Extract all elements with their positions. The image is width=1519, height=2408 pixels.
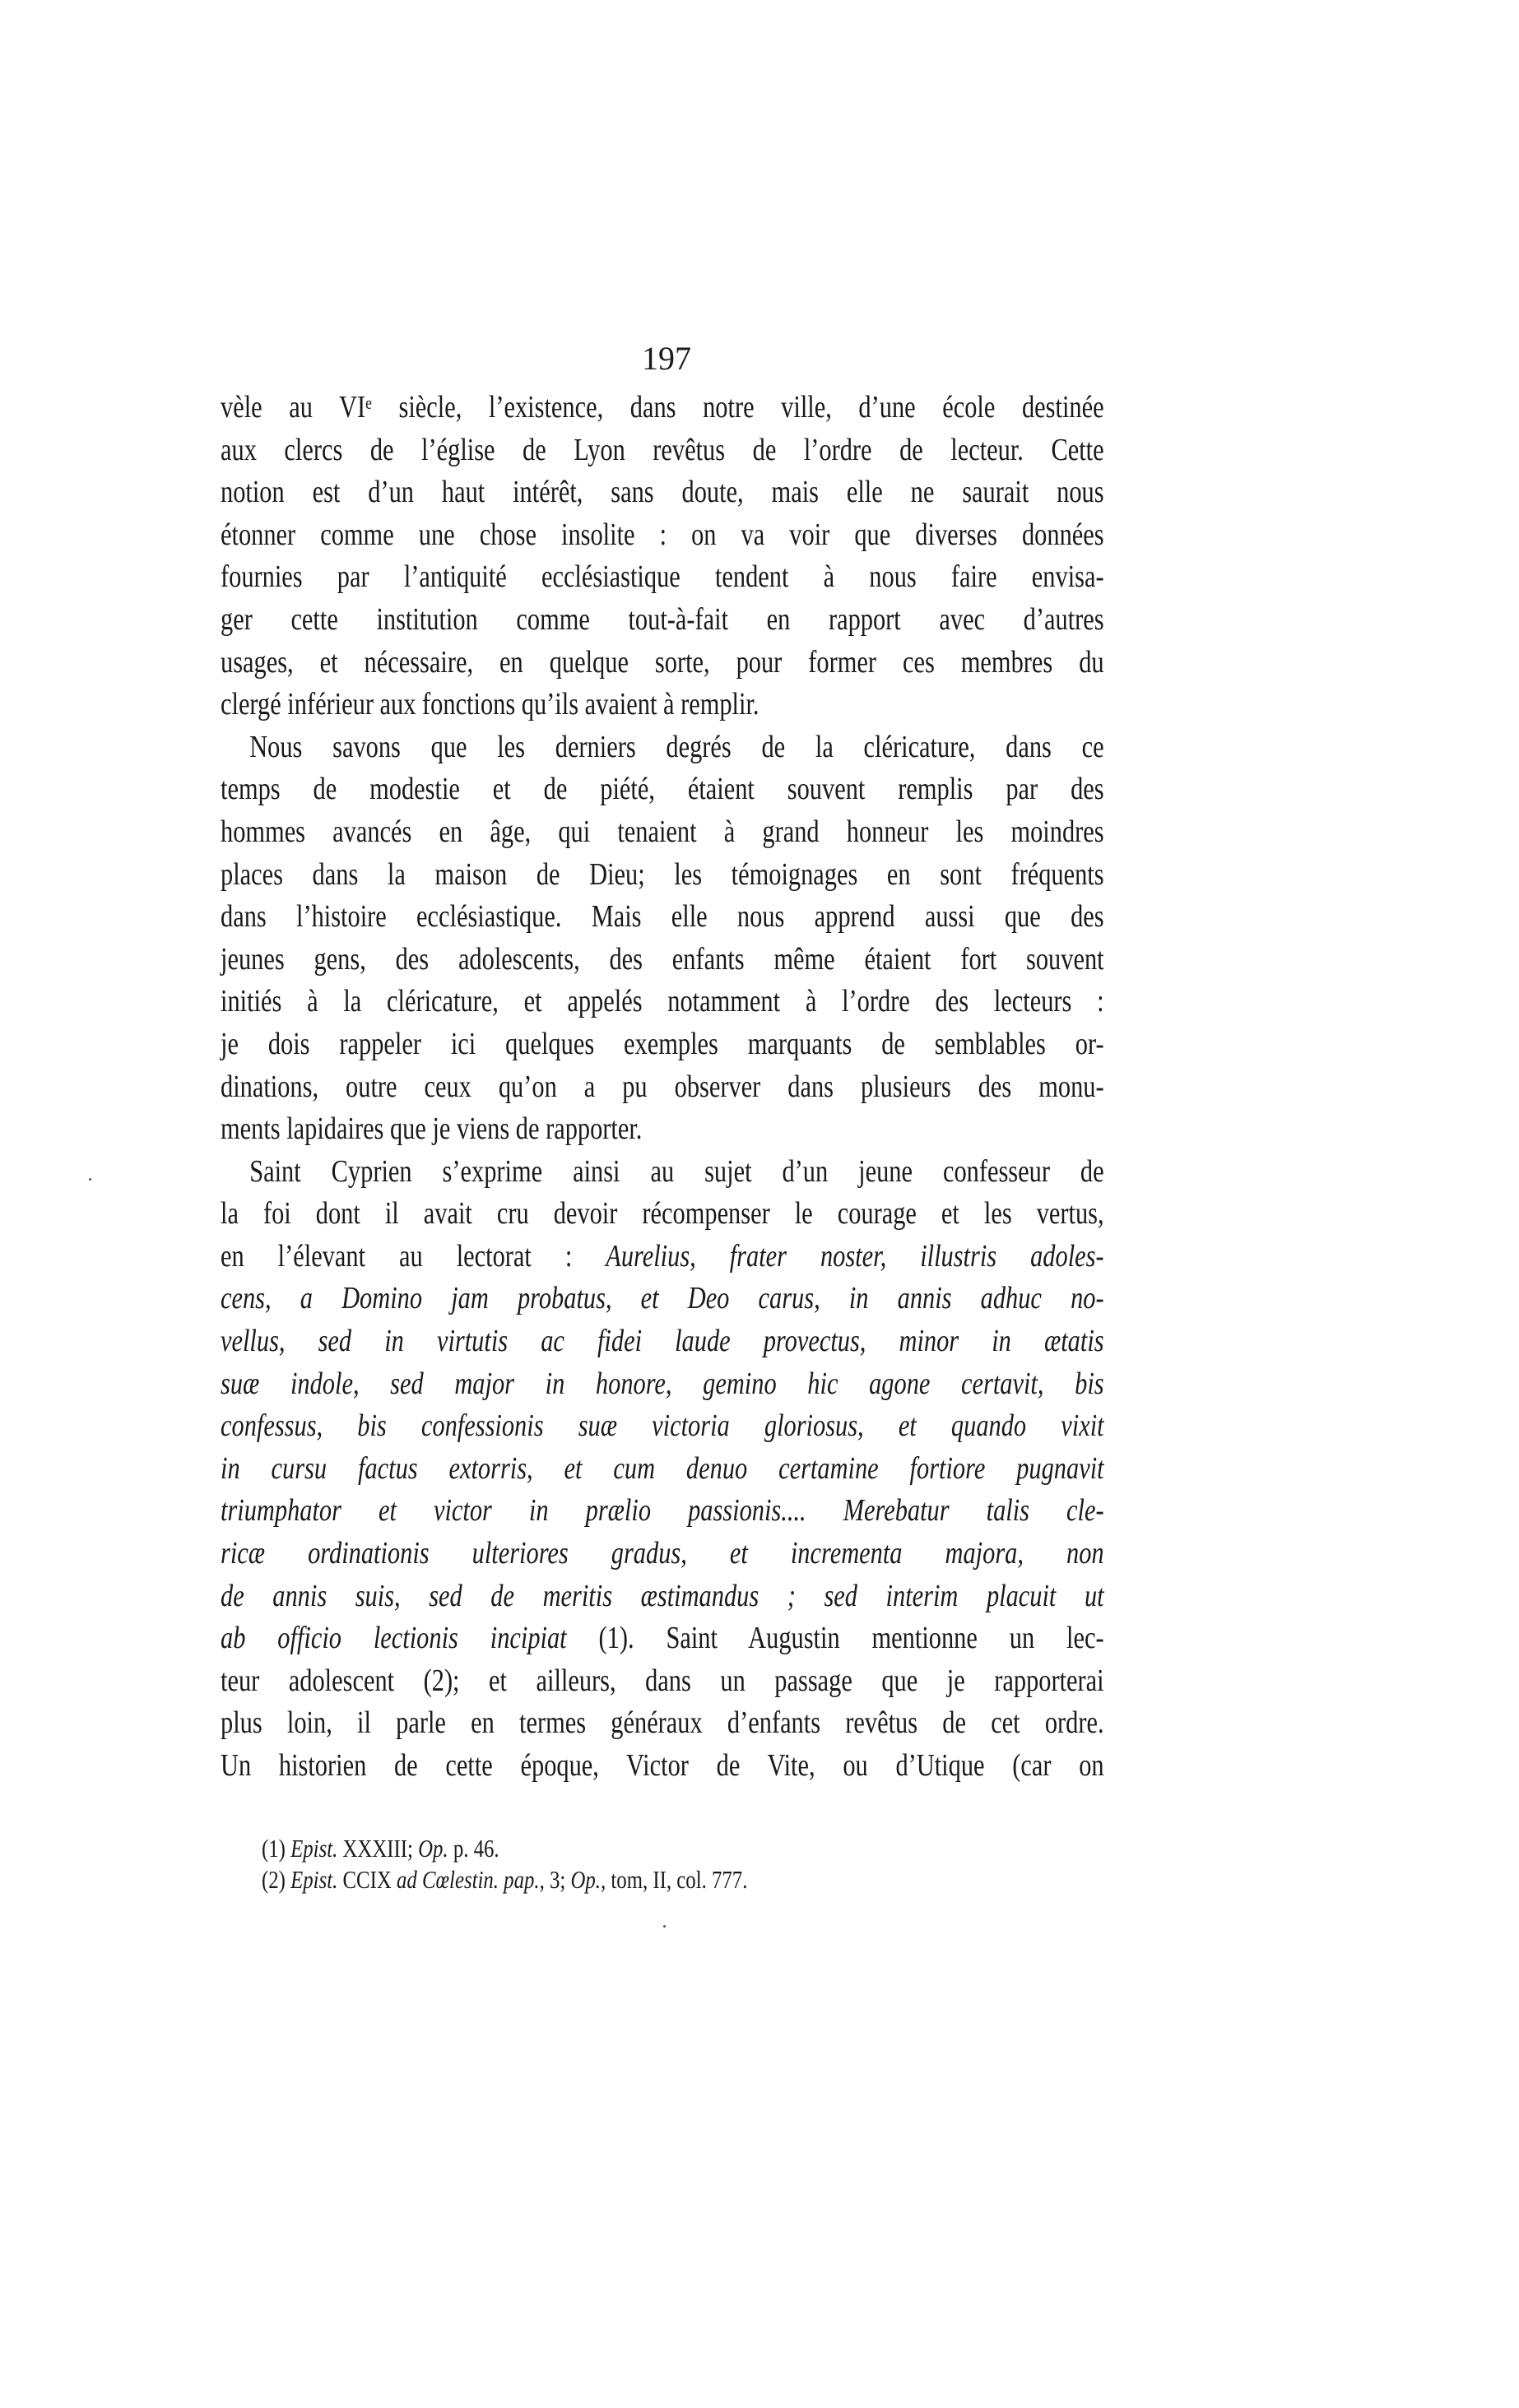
text-run: temps de modestie et de piété, étaient souvent remplis par des	[221, 772, 1104, 807]
text-line	[221, 514, 1104, 557]
text-line	[221, 1320, 1104, 1363]
text-run: (1)	[262, 1834, 291, 1863]
text-run: Nous savons que les derniers degrés de la cléricature, dans ce	[249, 729, 1104, 764]
italic-text: confessus, bis confessionis suæ victoria gloriosus, et quando vixit	[221, 1408, 1104, 1444]
italic-text: Epist.	[290, 1834, 338, 1863]
text-line	[221, 1023, 1104, 1066]
text-run: dans l’histoire ecclésiastique. Mais elle nous apprend aussi que des	[221, 899, 1104, 935]
text-line	[221, 1108, 1104, 1151]
text-run: usages, et nécessaire, en quelque sorte, pour former ces membres du	[221, 644, 1104, 680]
italic-text: Op.,	[570, 1865, 606, 1894]
text-run: en l’élevant au lectorat :	[221, 1238, 606, 1274]
body-text	[221, 387, 1104, 1788]
scan-speck	[89, 1178, 91, 1181]
text-line	[221, 1405, 1104, 1448]
text-line	[221, 556, 1104, 599]
text-run: dinations, outre ceux qu’on a pu observer dans plusieurs des monu-	[221, 1069, 1104, 1104]
italic-text: Epist.	[290, 1865, 338, 1894]
superscript: e	[365, 392, 372, 413]
text-run: teur adolescent (2); et ailleurs, dans un passage que je rapporterai	[221, 1663, 1104, 1698]
italic-text: in cursu factus extorris, et cum denuo certamine fortiore pugnavit	[221, 1450, 1104, 1486]
page-number: 197	[642, 340, 691, 377]
text-line	[221, 471, 1104, 514]
text-line	[221, 981, 1104, 1023]
text-run: plus loin, il parle en termes généraux d’enfants revêtus de cet ordre.	[221, 1705, 1104, 1741]
text-line	[221, 1575, 1104, 1618]
text-run: jeunes gens, des adolescents, des enfants même étaient fort souvent	[221, 941, 1104, 977]
text-line	[221, 1660, 1104, 1703]
text-line	[221, 684, 1104, 726]
text-line	[221, 1193, 1104, 1236]
text-run: Saint Cyprien s’exprime ainsi au sujet d’un jeune confesseur de	[249, 1153, 1104, 1189]
text-run: hommes avancés en âge, qui tenaient à grand honneur les moindres	[221, 814, 1104, 849]
text-run: aux clercs de l’église de Lyon revêtus de l’ordre de lecteur. Cette	[221, 432, 1104, 467]
text-run: clergé inférieur aux fonctions qu’ils avaient à remplir.	[221, 687, 760, 722]
italic-text: ab officio lectionis incipiat	[221, 1621, 567, 1656]
text-run: CCIX	[337, 1865, 397, 1894]
text-line	[221, 1066, 1104, 1109]
footnote	[262, 1864, 986, 1895]
text-run: (2)	[262, 1865, 291, 1894]
text-line	[221, 811, 1104, 854]
text-run: siècle, l’existence, dans notre ville, d’une école destinée	[371, 390, 1104, 425]
text-line	[221, 939, 1104, 981]
text-run: places dans la maison de Dieu; les témoignages en sont fréquents	[221, 856, 1104, 892]
italic-text: cens, a Domino jam probatus, et Deo carus, in annis adhuc no-	[221, 1281, 1104, 1316]
text-line	[221, 854, 1104, 897]
italic-text: de annis suis, sed de meritis æstimandus ; sed interim placuit ut	[221, 1578, 1104, 1613]
text-run: ments lapidaires que je viens de rapporter.	[221, 1111, 643, 1147]
italic-text: Aurelius, frater noster, illustris adoles-	[606, 1238, 1104, 1274]
italic-text: suæ indole, sed major in honore, gemino hic agone certavit, bis	[221, 1366, 1104, 1401]
italic-text: Op.	[418, 1834, 448, 1863]
text-line	[221, 1363, 1104, 1406]
text-line	[221, 1448, 1104, 1491]
text-run: Un historien de cette époque, Victor de Vite, ou d’Utique (car on	[221, 1748, 1104, 1783]
text-run: 3;	[544, 1865, 571, 1894]
text-line	[221, 726, 1104, 769]
text-run: ger cette institution comme tout-à-fait en rapport avec d’autres	[221, 601, 1104, 637]
italic-text: triumphator et victor in prælio passionis.... Merebatur talis cle-	[221, 1493, 1104, 1529]
text-line	[221, 896, 1104, 939]
text-run: fournies par l’antiquité ecclésiastique tendent à nous faire envisa-	[221, 559, 1104, 595]
text-run: je dois rappeler ici quelques exemples marquants de semblables or-	[221, 1026, 1104, 1061]
text-line	[221, 1533, 1104, 1575]
text-line	[221, 1236, 1104, 1278]
text-run: la foi dont il avait cru devoir récompenser le courage et les vertus,	[221, 1196, 1104, 1232]
text-run: p. 46.	[448, 1834, 499, 1863]
text-line	[221, 1151, 1104, 1194]
text-run: (1). Saint Augustin mentionne un lec-	[566, 1621, 1104, 1656]
text-line	[221, 768, 1104, 811]
text-line	[221, 1617, 1104, 1660]
italic-text: ad Cœlestin. pap.,	[396, 1865, 545, 1894]
text-line	[221, 387, 1104, 429]
text-line	[221, 1490, 1104, 1533]
text-line	[221, 642, 1104, 684]
text-line	[221, 429, 1104, 472]
italic-text: vellus, sed in virtutis ac fidei laude provectus, minor in ætatis	[221, 1324, 1104, 1359]
text-run: XXXIII;	[337, 1834, 419, 1863]
text-run: initiés à la cléricature, et appelés notamment à l’ordre des lecteurs :	[221, 984, 1104, 1019]
text-line	[221, 599, 1104, 642]
text-run: tom, II, col. 777.	[606, 1865, 748, 1894]
text-run: notion est d’un haut intérêt, sans doute, mais elle ne saurait nous	[221, 475, 1104, 510]
text-line	[221, 1702, 1104, 1745]
footnote	[262, 1833, 986, 1864]
scan-speck	[663, 1925, 666, 1928]
text-run: étonner comme une chose insolite : on va voir que diverses données	[221, 517, 1104, 552]
italic-text: ricæ ordinationis ulteriores gradus, et incrementa majora, non	[221, 1536, 1104, 1571]
text-line	[221, 1745, 1104, 1788]
footnotes	[262, 1833, 986, 1895]
text-run: vèle au VI	[221, 390, 366, 425]
text-line	[221, 1278, 1104, 1320]
